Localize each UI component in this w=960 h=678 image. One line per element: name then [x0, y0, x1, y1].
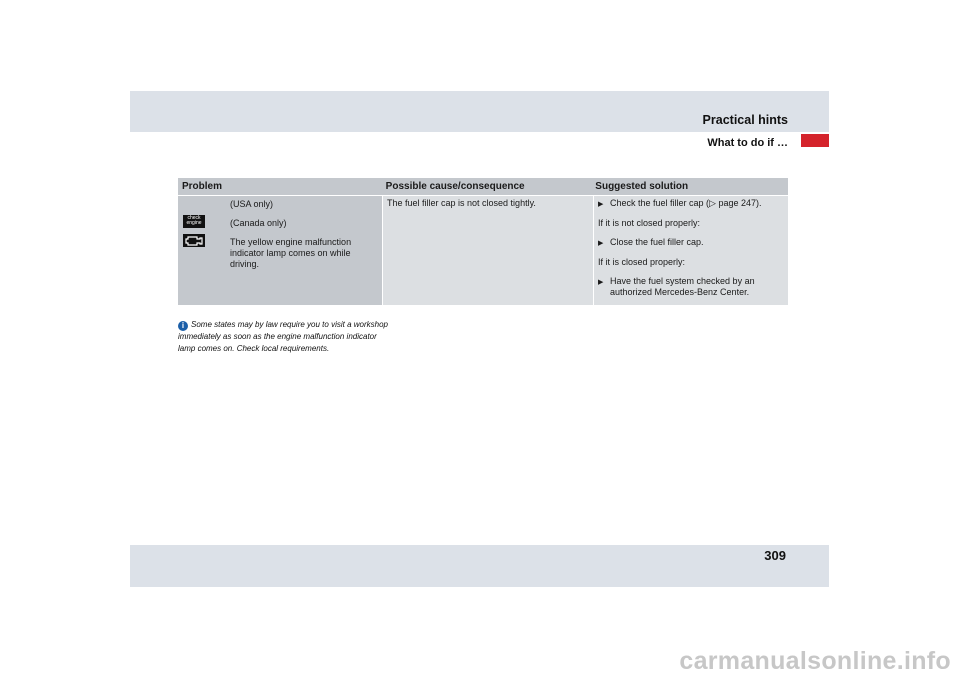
info-note-text: Some states may by law require you to visit a workshop immediately as soon as the engine malfunction indicator lamp comes on. Check local requirements. — [178, 320, 388, 353]
page-number: 309 — [764, 548, 786, 563]
table-header — [178, 178, 788, 196]
solution-condition: If it is not closed properly: — [598, 218, 701, 228]
table-row — [178, 196, 788, 305]
solution-step: ▶ Have the fuel system checked by an authorized Mercedes-Benz Center. — [598, 276, 755, 297]
usa-only-label: (USA only) — [230, 199, 274, 209]
troubleshooting-table — [178, 178, 788, 305]
solution-condition: If it is closed properly: — [598, 257, 686, 267]
canada-only-label: (Canada only) — [230, 218, 287, 228]
check-engine-icon: check engine — [183, 215, 205, 228]
cause-cell — [383, 196, 594, 305]
solution-step: ▶ Check the fuel filler cap (▷ page 247). — [598, 198, 762, 208]
watermark: carmanualsonline.info — [679, 647, 951, 675]
bullet-arrow-icon: ▶ — [598, 201, 604, 208]
footer-band — [130, 545, 829, 587]
solution-cell — [594, 196, 788, 305]
info-icon: i — [178, 321, 188, 331]
chapter-marker — [801, 134, 829, 147]
cause-text: The fuel filler cap is not closed tightly. — [387, 198, 536, 208]
bullet-arrow-icon: ▶ — [598, 279, 604, 286]
column-header-cause: Possible cause/consequence — [385, 181, 525, 192]
section-title: Practical hints — [702, 113, 788, 127]
column-header-solution: Suggested solution — [595, 181, 689, 192]
section-subtitle: What to do if … — [707, 137, 788, 149]
column-header-problem: Problem — [182, 181, 223, 192]
engine-icon — [183, 234, 205, 247]
bullet-arrow-icon: ▶ — [598, 240, 604, 247]
info-note — [178, 319, 393, 354]
problem-cell — [178, 196, 383, 305]
problem-description: The yellow engine malfunction indicator lamp comes on while driving. — [230, 237, 352, 269]
solution-step: ▶ Close the fuel filler cap. — [598, 237, 704, 247]
